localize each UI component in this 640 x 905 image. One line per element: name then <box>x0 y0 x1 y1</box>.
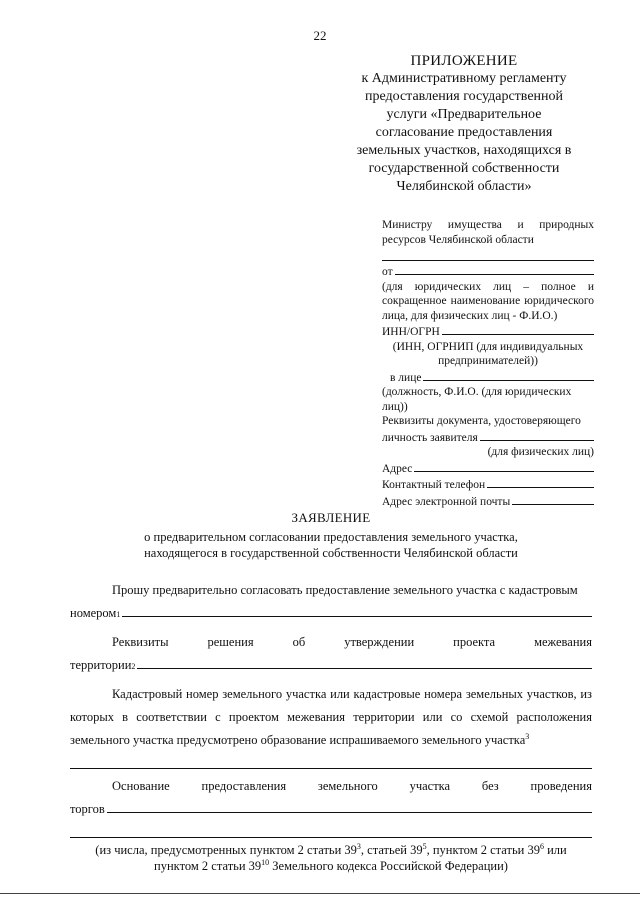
grounds-field-continued[interactable] <box>70 821 592 838</box>
person-hint: (должность, Ф.И.О. (для юридических лиц)) <box>382 386 572 413</box>
id-doc-label: Реквизиты документа, удостоверяющего <box>382 415 581 427</box>
phone-row <box>382 476 594 493</box>
cadastral-number-field[interactable] <box>122 602 592 617</box>
id-doc-row <box>382 429 594 446</box>
appendix-line: Челябинской области» <box>396 179 532 194</box>
source-plots-text: Кадастровый номер земельного участка или кадастровые номера земельных участков, из которых в соответствии с проектом межевания территории или со схемой расположения земельного участка предусмотрено образование испрашиваемого земельного участка <box>70 687 592 747</box>
inn-hint: (ИНН, ОГРНИП (для индивидуальных предпринимателей)) <box>392 340 584 367</box>
id-doc-hint: (для физических лиц) <box>487 446 594 458</box>
subtitle-line: находящегося в государственной собственности Челябинской области <box>144 546 518 560</box>
addressee-block <box>382 218 594 509</box>
address-row <box>382 460 594 477</box>
grounds-paragraph <box>70 775 592 798</box>
statement-title: ЗАЯВЛЕНИЕ <box>291 510 371 525</box>
appendix-line: предоставления государственной <box>364 89 564 104</box>
paragraph-word: участка <box>409 779 451 793</box>
paragraph-word: Реквизиты <box>112 635 169 649</box>
person-label: в лице <box>390 371 422 384</box>
paragraph-word: Основание <box>112 779 170 793</box>
from-row <box>382 263 594 280</box>
inn-label: ИНН/ОГРН <box>382 326 440 338</box>
appendix-line: к Административному регламенту <box>361 71 567 86</box>
id-doc-field[interactable] <box>480 429 594 441</box>
source-plots-paragraph <box>70 683 592 752</box>
paragraph-word: проекта <box>453 635 496 649</box>
paragraph-word: межевания <box>534 635 592 649</box>
paragraph-word: утверждении <box>344 635 415 649</box>
email-field[interactable] <box>512 493 594 505</box>
survey-decision-field[interactable] <box>137 654 592 669</box>
appendix-line: земельных участков, находящихся в <box>356 143 572 158</box>
phone-field[interactable] <box>487 476 594 488</box>
statement-subtitle <box>70 529 592 561</box>
request-paragraph: Прошу предварительно согласовать предоставление земельного участка с кадастровым <box>112 583 578 597</box>
inn-field[interactable] <box>442 323 594 335</box>
recipient-blank-line[interactable] <box>382 247 594 261</box>
cadastral-number-row: номером 1 <box>70 602 592 625</box>
address-field[interactable] <box>414 460 594 472</box>
appendix-line: услуги «Предварительное <box>386 107 542 122</box>
paragraph-word: проведения <box>530 779 592 793</box>
from-hint: (для юридических лиц – полное и сокращенное наименование юридического лица, для физических лиц - Ф.И.О.) <box>382 280 594 322</box>
survey-decision-label: территории <box>70 658 132 672</box>
appendix-line: государственной собственности <box>368 161 560 176</box>
survey-decision-row: территории 2 <box>70 654 592 677</box>
survey-decision-paragraph <box>70 631 592 654</box>
email-label: Адрес электронной почты <box>382 495 511 508</box>
person-field[interactable] <box>423 369 594 381</box>
paragraph-word: об <box>292 635 306 649</box>
subtitle-line: о предварительном согласовании предоставления земельного участка, <box>144 530 518 544</box>
inn-row <box>382 323 594 340</box>
phone-label: Контактный телефон <box>382 479 486 491</box>
footnote-ref: 3 <box>525 731 530 741</box>
grounds-field[interactable] <box>107 798 592 813</box>
appendix-line: согласование предоставления <box>375 125 553 140</box>
cadastral-number-label: номером <box>70 606 117 620</box>
person-row <box>382 369 594 386</box>
grounds-note: (из числа, предусмотренных пунктом 2 статьи 39$^3$, статьей 39$^5$, пунктом 2 статьи 39$^6$ или пунктом 2 статьи 39$^{10}$ Земельного кодекса Российской Федерации) <box>95 841 567 873</box>
paragraph-word: земельного <box>317 779 378 793</box>
grounds-label: торгов <box>70 802 105 816</box>
paragraph-word: решения <box>207 635 254 649</box>
from-field[interactable] <box>395 263 594 275</box>
from-label: от <box>382 266 393 278</box>
page-number: 22 <box>313 28 327 43</box>
grounds-row <box>70 798 592 821</box>
email-row <box>382 493 594 510</box>
addressee-recipient: Министру имущества и природных ресурсов Челябинской области <box>382 219 594 246</box>
id-doc-label-cont: личность заявителя <box>382 431 478 444</box>
paragraph-word: без <box>481 779 499 793</box>
paragraph-word: предоставления <box>201 779 287 793</box>
statement-block <box>70 510 592 874</box>
page-bottom-divider <box>0 893 640 894</box>
appendix-title: ПРИЛОЖЕНИЕ <box>410 53 518 69</box>
source-plots-field[interactable] <box>70 752 592 769</box>
appendix-block <box>330 52 598 196</box>
address-label: Адрес <box>382 462 413 475</box>
